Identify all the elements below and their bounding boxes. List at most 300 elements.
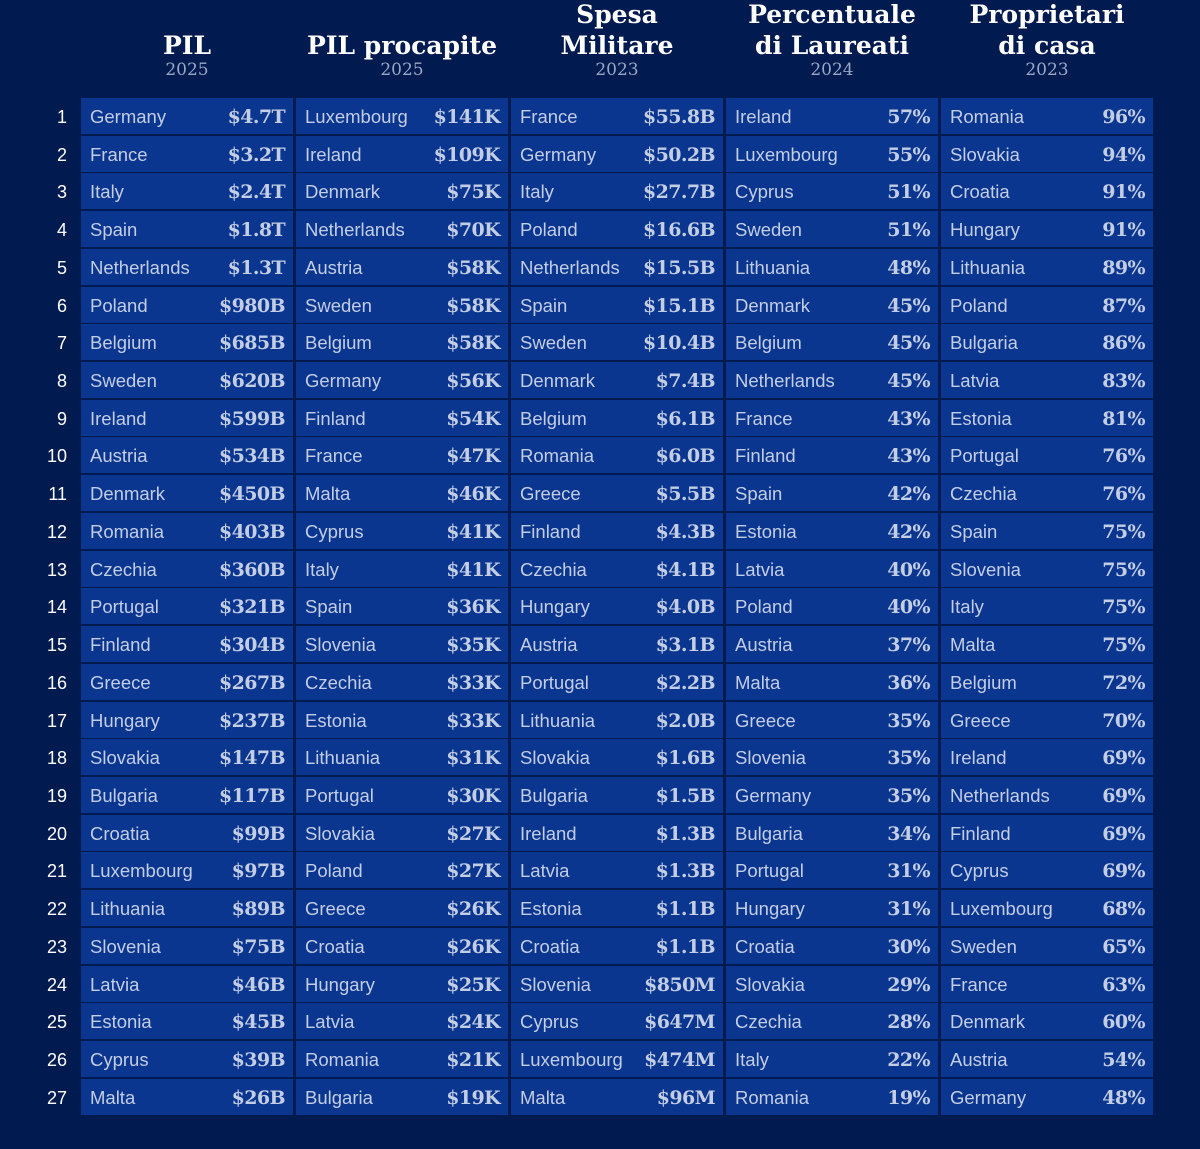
cell-value: $31K [446, 747, 500, 770]
country-name: Malta [950, 634, 996, 656]
cell-value: $27K [446, 860, 500, 883]
cell-value: $41K [446, 520, 500, 543]
table-cell [941, 136, 1153, 172]
country-name: France [735, 407, 793, 429]
cell-value: 45% [887, 294, 930, 317]
rank-number: 1 [56, 107, 67, 127]
cell-value: 42% [887, 483, 930, 506]
rank-number: 3 [56, 182, 67, 203]
country-name: Hungary [950, 219, 1020, 241]
country-name: Germany [735, 784, 812, 806]
cell-value: 35% [887, 709, 930, 732]
country-name: Belgium [305, 332, 372, 354]
country-name: Slovenia [90, 935, 161, 957]
country-name: Slovakia [950, 143, 1020, 165]
table-cell [726, 513, 938, 549]
table-cell [296, 362, 508, 398]
table-cell [511, 702, 723, 738]
cell-value: $97B [231, 860, 285, 883]
cell-value: 54% [1102, 1049, 1145, 1071]
cell-value: $850M [644, 973, 715, 996]
table-cell [726, 211, 938, 247]
cell-value: 68% [1102, 898, 1145, 921]
country-name: Belgium [520, 407, 587, 429]
country-name: Luxembourg [735, 143, 838, 165]
cell-value: $5.5B [655, 483, 715, 506]
cell-value: 35% [887, 784, 930, 807]
table-cell [726, 551, 938, 587]
table-cell [511, 362, 723, 398]
cell-value: 76% [1102, 483, 1145, 506]
table-cell [726, 173, 938, 209]
country-name: Hungary [520, 596, 590, 618]
table-cell [511, 287, 723, 323]
country-name: Czechia [520, 558, 587, 580]
country-name: Italy [520, 181, 554, 203]
cell-value: $96M [656, 1086, 715, 1109]
table-cell [296, 626, 508, 662]
country-name: Lithuania [305, 747, 381, 769]
country-name: Sweden [305, 294, 372, 316]
table-cell [726, 702, 938, 738]
cell-value: $1.3T [227, 256, 285, 279]
cell-value: $647M [644, 1011, 715, 1034]
table-cell [941, 588, 1153, 624]
column-header [296, 0, 508, 90]
cell-value: 91% [1102, 219, 1145, 242]
table-cell [726, 852, 938, 888]
table-cell [941, 1003, 1153, 1039]
country-name: Malta [520, 1086, 566, 1108]
cell-value: $46K [446, 483, 500, 506]
country-name: Austria [305, 256, 363, 278]
cell-value: 28% [887, 1011, 930, 1034]
cell-value: 69% [1102, 784, 1145, 807]
table-cell [941, 815, 1153, 851]
cell-value: $450B [219, 483, 285, 506]
country-name: Czechia [950, 483, 1017, 505]
table-cell [81, 626, 293, 662]
column-title: Spesa [576, 0, 658, 29]
country-name: Croatia [735, 935, 795, 957]
table-cell [81, 852, 293, 888]
table-cell [81, 664, 293, 700]
table-cell [81, 815, 293, 851]
country-name: Portugal [90, 596, 159, 618]
cell-value: $41K [446, 558, 500, 581]
country-name: Bulgaria [520, 784, 588, 806]
country-name: Finland [950, 822, 1011, 844]
country-name: Malta [735, 671, 781, 693]
country-name: Luxembourg [305, 106, 408, 127]
table-cell [941, 777, 1153, 813]
country-name: Poland [90, 294, 148, 316]
cell-value: 75% [1102, 634, 1145, 657]
table-cell [941, 928, 1153, 964]
country-name: Spain [950, 520, 998, 542]
country-name: Poland [520, 219, 578, 241]
country-name: Poland [305, 860, 363, 882]
table-cell [726, 400, 938, 436]
country-name: Latvia [305, 1011, 355, 1033]
table-cell [726, 1003, 938, 1039]
table-cell [726, 966, 938, 1002]
cell-value: $685B [219, 332, 285, 355]
country-name: Bulgaria [90, 784, 158, 806]
table-cell [296, 1041, 508, 1077]
rank-number: 19 [46, 785, 67, 806]
column-header [726, 0, 938, 90]
cell-value: 29% [887, 973, 930, 996]
table-cell [726, 664, 938, 700]
table-cell [81, 324, 293, 360]
table-cell [81, 1079, 293, 1115]
column-title: PIL procapite [307, 31, 497, 60]
table-cell [726, 136, 938, 172]
country-name: Netherlands [735, 370, 835, 392]
country-name: Netherlands [950, 784, 1050, 806]
country-name: Latvia [950, 370, 1000, 392]
cell-value: 75% [1102, 520, 1145, 543]
table-cell [81, 777, 293, 813]
cell-value: $45B [231, 1011, 285, 1034]
table-cell [511, 626, 723, 662]
cell-value: $4.0B [655, 596, 715, 619]
table-cell [296, 928, 508, 964]
table-cell [296, 211, 508, 247]
column-year: 2025 [380, 60, 424, 80]
cell-value: 57% [887, 106, 930, 128]
rank-number: 4 [56, 220, 67, 241]
cell-value: 87% [1102, 294, 1145, 317]
country-name: Germany [950, 1086, 1027, 1108]
country-name: Estonia [950, 407, 1012, 429]
cell-value: 51% [887, 181, 930, 204]
cell-value: $99B [231, 822, 285, 845]
cell-value: 70% [1102, 709, 1145, 732]
cell-value: $19K [446, 1086, 500, 1109]
table-cell [941, 890, 1153, 926]
cell-value: $403B [219, 520, 285, 543]
cell-value: $27K [446, 822, 500, 845]
country-name: Latvia [735, 558, 785, 580]
table-cell [941, 1041, 1153, 1077]
country-name: Poland [735, 596, 793, 618]
cell-value: $3.2T [227, 143, 285, 166]
cell-value: $3.1B [655, 634, 715, 657]
table-cell [296, 98, 508, 134]
table-cell [81, 211, 293, 247]
country-name: Spain [90, 219, 138, 241]
table-cell [81, 98, 293, 134]
country-name: Greece [305, 898, 366, 920]
cell-value: 55% [887, 143, 930, 166]
table-cell [296, 966, 508, 1002]
cell-value: $1.1B [655, 935, 715, 958]
country-name: Slovenia [520, 973, 591, 995]
table-cell [726, 362, 938, 398]
country-name: Germany [520, 143, 597, 165]
country-name: Austria [735, 634, 793, 656]
table-cell [296, 513, 508, 549]
country-name: Luxembourg [520, 1049, 623, 1070]
cell-value: $1.3B [655, 860, 715, 883]
cell-value: 89% [1102, 256, 1145, 279]
rank-number: 16 [46, 672, 67, 693]
table-cell [296, 852, 508, 888]
rank-number: 22 [46, 899, 67, 920]
table-cell [296, 400, 508, 436]
table-cell [726, 890, 938, 926]
rank-number: 17 [46, 710, 67, 731]
table-cell [81, 362, 293, 398]
table-cell [81, 739, 293, 775]
cell-value: 30% [887, 935, 930, 958]
table-cell [511, 890, 723, 926]
rank-number: 9 [56, 408, 67, 429]
country-name: Ireland [735, 106, 792, 127]
country-name: Denmark [90, 483, 166, 505]
cell-value: $7.4B [655, 370, 715, 393]
table-cell [941, 852, 1153, 888]
table-cell [511, 1041, 723, 1077]
table-cell [81, 173, 293, 209]
country-name: Luxembourg [90, 860, 193, 882]
cell-value: 45% [887, 332, 930, 355]
country-name: Italy [735, 1049, 769, 1070]
cell-value: $15.1B [643, 294, 715, 317]
table-cell [296, 1079, 508, 1115]
table-cell [81, 513, 293, 549]
country-name: Slovenia [950, 558, 1021, 580]
country-name: Ireland [90, 407, 147, 429]
country-name: Austria [90, 445, 148, 467]
country-name: Netherlands [90, 256, 190, 278]
rank-number: 12 [46, 521, 67, 542]
table-cell [726, 98, 938, 134]
table-cell [941, 702, 1153, 738]
cell-value: 36% [887, 671, 930, 694]
country-name: Estonia [735, 520, 797, 542]
cell-value: $47K [446, 445, 500, 468]
table-cell [511, 475, 723, 511]
cell-value: 94% [1102, 143, 1145, 166]
table-cell [941, 98, 1153, 134]
cell-value: $1.8T [227, 219, 285, 242]
cell-value: $267B [219, 671, 285, 694]
cell-value: $26K [446, 898, 500, 921]
table-cell [511, 551, 723, 587]
cell-value: $21K [446, 1049, 500, 1071]
column-title: di casa [998, 31, 1096, 60]
country-name: Finland [735, 445, 796, 467]
country-name: Portugal [520, 671, 589, 693]
country-name: Slovakia [520, 747, 590, 769]
cell-value: $24K [446, 1011, 500, 1034]
country-name: France [305, 445, 363, 467]
cell-value: $360B [219, 558, 285, 581]
cell-value: $15.5B [643, 256, 715, 279]
cell-value: $10.4B [643, 332, 715, 355]
cell-value: $147B [219, 747, 285, 770]
cell-value: 42% [887, 520, 930, 543]
cell-value: $6.1B [655, 407, 715, 430]
table-cell [81, 287, 293, 323]
cell-value: 48% [887, 256, 930, 279]
country-name: Netherlands [520, 256, 620, 278]
table-cell [511, 777, 723, 813]
column-year: 2025 [165, 60, 209, 80]
rank-number: 20 [46, 823, 67, 844]
cell-value: 60% [1102, 1011, 1145, 1034]
cell-value: $2.4T [227, 181, 285, 204]
country-name: Bulgaria [305, 1086, 373, 1108]
country-name: Slovakia [305, 822, 375, 844]
table-cell [941, 400, 1153, 436]
cell-value: $50.2B [643, 143, 715, 166]
cell-value: $1.6B [655, 747, 715, 770]
country-name: France [90, 143, 148, 165]
country-name: Denmark [950, 1011, 1026, 1033]
country-name: Ireland [305, 143, 362, 165]
country-name: Ireland [950, 747, 1007, 769]
cell-value: 91% [1102, 181, 1145, 204]
cell-value: $70K [446, 219, 500, 242]
cell-value: 31% [887, 860, 930, 883]
country-name: Cyprus [305, 520, 364, 542]
table-cell [296, 777, 508, 813]
country-name: Poland [950, 294, 1008, 316]
table-cell [296, 890, 508, 926]
country-name: France [950, 973, 1008, 995]
cell-value: 69% [1102, 860, 1145, 883]
country-name: France [520, 106, 578, 127]
table-cell [81, 136, 293, 172]
country-name: Lithuania [735, 256, 811, 278]
cell-value: 75% [1102, 558, 1145, 581]
country-name: Finland [520, 520, 581, 542]
country-name: Portugal [950, 445, 1019, 467]
cell-value: $33K [446, 709, 500, 732]
country-name: Denmark [735, 294, 811, 316]
country-name: Czechia [305, 671, 372, 693]
cell-value: 65% [1102, 935, 1145, 958]
rank-number: 8 [56, 371, 67, 392]
cell-value: 69% [1102, 822, 1145, 845]
table-cell [296, 136, 508, 172]
cell-value: $4.3B [655, 520, 715, 543]
table-cell [81, 588, 293, 624]
cell-value: $89B [231, 898, 285, 921]
rank-number: 6 [56, 295, 67, 316]
country-name: Belgium [950, 671, 1017, 693]
country-name: Slovakia [735, 973, 805, 995]
table-cell [296, 551, 508, 587]
country-name: Greece [950, 709, 1011, 731]
table-cell [726, 475, 938, 511]
country-name: Greece [90, 671, 151, 693]
country-name: Spain [520, 294, 568, 316]
table-cell [296, 287, 508, 323]
country-name: Italy [950, 596, 984, 618]
country-name: Latvia [520, 860, 570, 882]
country-name: Slovenia [735, 747, 806, 769]
cell-value: $35K [446, 634, 500, 657]
table-cell [81, 890, 293, 926]
column-title: Militare [560, 31, 674, 60]
country-name: Greece [735, 709, 796, 731]
cell-value: 35% [887, 747, 930, 770]
country-name: Portugal [305, 784, 374, 806]
table-cell [511, 928, 723, 964]
table-cell [726, 287, 938, 323]
country-name: Croatia [520, 935, 580, 957]
cell-value: 81% [1102, 407, 1145, 430]
table-cell [941, 287, 1153, 323]
cell-value: $534B [219, 445, 285, 468]
table-cell [941, 626, 1153, 662]
cell-value: $30K [446, 784, 500, 807]
table-cell [941, 966, 1153, 1002]
cell-value: 51% [887, 219, 930, 242]
table-cell [296, 324, 508, 360]
table-cell [511, 249, 723, 285]
table-cell [941, 437, 1153, 473]
column-header [511, 0, 723, 90]
table-cell [941, 551, 1153, 587]
table-cell [941, 1079, 1153, 1115]
country-name: Portugal [735, 860, 804, 882]
rank-number: 23 [46, 936, 67, 957]
table-cell [511, 966, 723, 1002]
rank-number: 14 [46, 597, 67, 618]
country-name: Denmark [520, 370, 596, 392]
table-cell [296, 739, 508, 775]
cell-value: 31% [887, 898, 930, 921]
cell-value: $26K [446, 935, 500, 958]
cell-value: $109K [433, 143, 500, 166]
country-name: Belgium [735, 332, 802, 354]
table-cell [296, 249, 508, 285]
rank-number: 10 [46, 446, 67, 467]
country-name: Hungary [90, 709, 160, 731]
country-name: Lithuania [950, 256, 1026, 278]
rank-number: 7 [56, 333, 67, 354]
cell-value: $26B [231, 1086, 285, 1109]
country-name: Sweden [520, 332, 587, 354]
table-cell [941, 249, 1153, 285]
country-name: Cyprus [520, 1011, 579, 1033]
rank-number: 25 [46, 1012, 67, 1033]
cell-value: $6.0B [655, 445, 715, 468]
table-cell [511, 211, 723, 247]
country-name: Lithuania [520, 709, 596, 731]
table-cell [296, 173, 508, 209]
cell-value: 40% [887, 596, 930, 619]
country-name: Hungary [305, 973, 375, 995]
cell-value: 48% [1102, 1086, 1145, 1109]
cell-value: $980B [219, 294, 285, 317]
table-cell [941, 739, 1153, 775]
column-header [81, 0, 293, 90]
table-cell [511, 588, 723, 624]
cell-value: $36K [446, 596, 500, 619]
country-name: Bulgaria [735, 822, 803, 844]
country-name: Finland [305, 407, 366, 429]
country-name: Latvia [90, 973, 140, 995]
country-name: Malta [90, 1086, 136, 1108]
table-cell [296, 815, 508, 851]
